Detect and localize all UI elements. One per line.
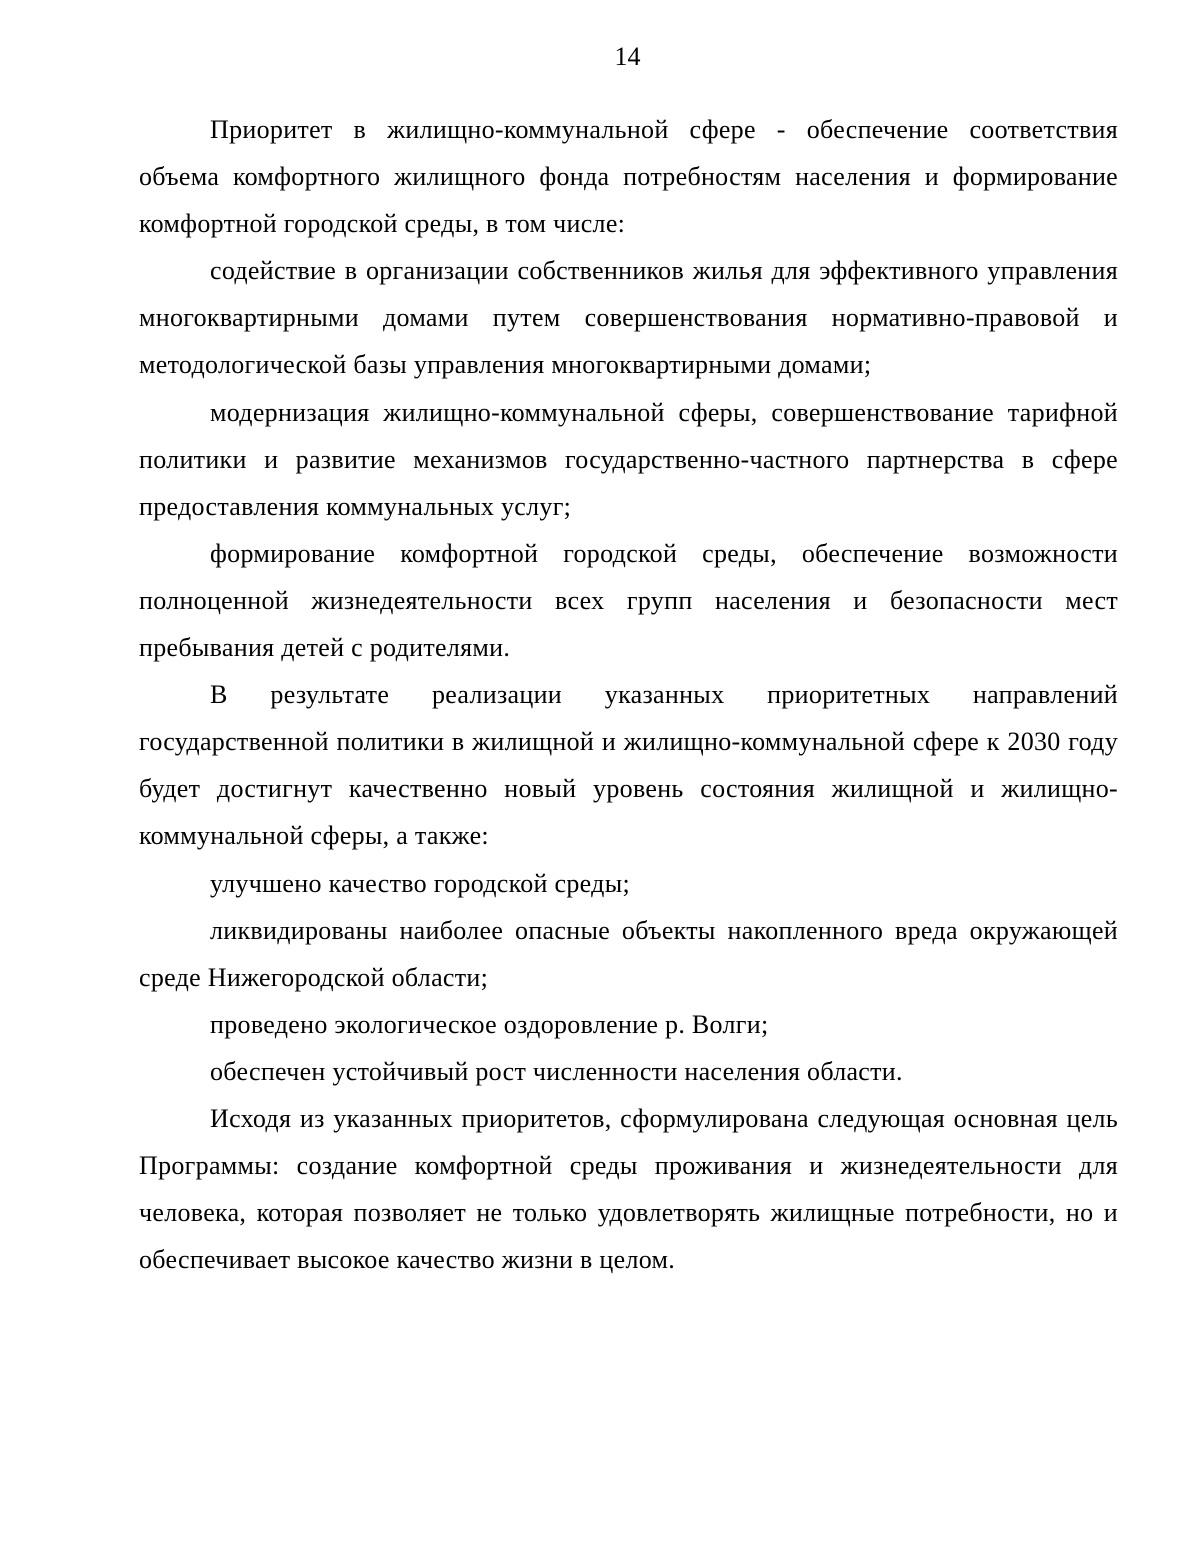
paragraph-program-goal: Исходя из указанных приоритетов, сформулирована следующая основная цель Программы: создание комфортной среды проживания и жизнедеятельности для человека, которая позволяет не только удовлетворять жилищные потребности, но и обеспечивает высокое качество жизни в целом. — [139, 1103, 1118, 1275]
paragraph-population-growth: обеспечен устойчивый рост численности населения области. — [210, 1056, 903, 1086]
paragraph-results-2030: В результате реализации указанных приоритетных направлений государственной политики в жилищной и жилищно-коммунальной сфере к 2030 году будет достигнут качественно новый уровень состояния жилищной и жилищно-коммунальной сферы, а также: — [139, 680, 1118, 851]
paragraph-priority-housing: Приоритет в жилищно-коммунальной сфере - обеспечение соответствия объема комфортного жилищного фонда потребностям населения и формирование комфортной городской среды, в том числе: — [139, 115, 1118, 239]
paragraph-hazard-liquidation: ликвидированы наиболее опасные объекты накопленного вреда окружающей среде Нижегородской области; — [139, 915, 1118, 992]
paragraph-owners-assistance: содействие в организации собственников жилья для эффективного управления многоквартирными домами путем совершенствования нормативно-правовой и методологической базы управления многоквартирными домами; — [139, 256, 1118, 380]
paragraph-modernization: модернизация жилищно-коммунальной сферы, совершенствование тарифной политики и развитие механизмов государственно-частного партнерства в сфере предоставления коммунальных услуг; — [139, 397, 1118, 521]
document-body — [139, 106, 1118, 1283]
paragraph-urban-environment: формирование комфортной городской среды, обеспечение возможности полноценной жизнедеятельности всех групп населения и безопасности мест пребывания детей с родителями. — [139, 538, 1118, 663]
paragraph-volga-recovery: проведено экологическое оздоровление р. Волги; — [210, 1009, 769, 1039]
page-number: 14 — [614, 42, 641, 71]
paragraph-urban-quality: улучшено качество городской среды; — [210, 868, 631, 898]
